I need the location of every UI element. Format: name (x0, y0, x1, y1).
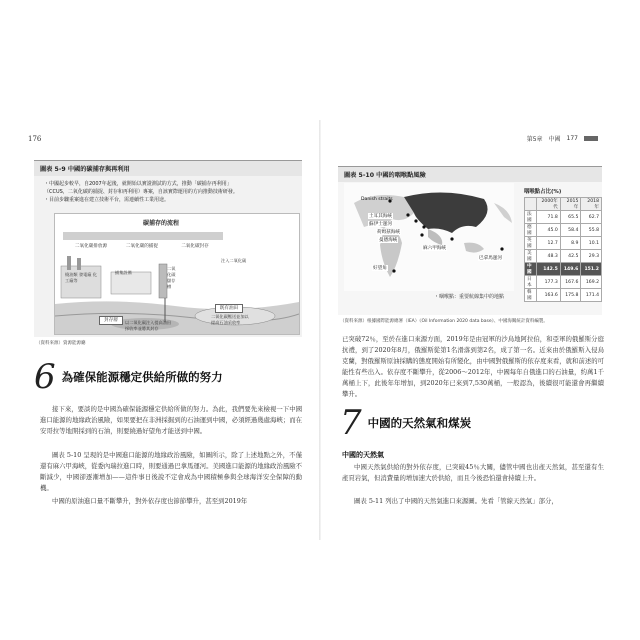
map-label: 巴拿馬運河 (479, 256, 502, 261)
table-header: 2015年 (560, 198, 581, 211)
capture-label: 捕集設備 (115, 270, 132, 275)
table-cell-value: 163.6 (537, 289, 560, 302)
map-label: 荷姆茲海峽 (377, 230, 400, 235)
table-cell-country: 美國 (525, 250, 537, 263)
table-cell-value: 42.5 (560, 250, 581, 263)
table-cell-value: 29.3 (581, 250, 602, 263)
tank-label: 二氧化碳儲存槽 (167, 266, 176, 289)
table-cell-country: 英國 (525, 237, 537, 250)
table-row (525, 263, 602, 276)
body-paragraph: 圖表 5-10 呈現的是中國進口能源的地緣政治風險，如圖所示，除了上述地點之外，不僅還有麻六甲海峽，從委內瑞拉進口時，則要通過巴拿馬運河。美國進口能源的地緣政治風險不斷減少，中國卻逐漸增加——這件事日後說不定會成為中國積極參與全球海洋安全保障的動機。 (40, 451, 303, 492)
map-label: 好望角 (373, 266, 387, 271)
map-label: 蘇伊士運河 (369, 222, 392, 227)
figure-bullet: （CCUS，二氧化碳的捕捉、封存和再利用）專案，自該實際運用的方向推動技術研發。 (44, 189, 238, 195)
table-cell-country: 日本 (525, 276, 537, 289)
table-cell-value: 151.2 (581, 263, 602, 276)
table-cell-country: 德國 (525, 224, 537, 237)
left-page-number: 176 (28, 135, 42, 143)
section-subhead: 中國的天然氣 (342, 451, 384, 459)
note-label: 以二氧化碳注入提高油田 (125, 320, 172, 325)
map-label: 曼德海峽 (379, 238, 398, 243)
table-cell-value: 169.2 (581, 276, 602, 289)
body-paragraph: 中國的原油進口量不斷攀升，對外依存度也節節攀升，甚至到2019年 (52, 497, 248, 505)
chapter-number: 6 (34, 357, 56, 397)
table-cell-value: 48.3 (537, 250, 560, 263)
figure-bullet: ・中國起步較早，自2007年起後，就開始以實證測試的方式，推動「碳捕存再利用」 (44, 181, 232, 187)
map-label: 麻六甲海峽 (423, 246, 446, 251)
table-row (525, 211, 602, 224)
inject-label: 注入二氧化碳 (221, 258, 247, 263)
oilfield-label: 既有油田 (215, 304, 243, 313)
table-row (525, 237, 602, 250)
right-page-number: 177 (566, 135, 578, 142)
figure-heading: 圖表 5-10 中國的咽喉點風險 (338, 167, 602, 182)
chapter-6-heading (34, 357, 223, 397)
header-bar (584, 136, 598, 141)
map-label: 土耳其海峽 (369, 214, 392, 219)
table-cell-value: 45.0 (537, 224, 560, 237)
figure-5-10 (338, 166, 602, 315)
chapter-7-heading (340, 403, 472, 443)
table-header (525, 198, 537, 211)
table-cell-value: 175.8 (560, 289, 581, 302)
eor-label-2: 提高石油采收率 (211, 320, 241, 325)
table-cell-value: 65.5 (560, 211, 581, 224)
figure-5-9 (34, 160, 302, 337)
table-cell-value: 142.5 (537, 263, 560, 276)
table-row (525, 250, 602, 263)
table-cell-value: 171.4 (581, 289, 602, 302)
figure-bullet: ・目前步驟重案進在建立技術平台，需連續性工業用途。 (44, 197, 170, 203)
table-row (525, 289, 602, 302)
table-cell-value: 71.8 (537, 211, 560, 224)
flow-step: 二氧化碳排放源 (74, 244, 108, 249)
chokepoint-table (524, 197, 602, 302)
table-row (525, 224, 602, 237)
table-cell-value: 62.7 (581, 211, 602, 224)
figure-source: （資料來源）資源能源廳 (36, 341, 86, 346)
figure-source: （資料來源）根據國際能源總署（IEA）《Oil Information 2020 data base》、中國海關統計資料編製。 (340, 319, 548, 324)
body-paragraph: 已突破72％，至於在進口來源方面，2019年是由冠軍的沙烏地阿拉伯，和亞軍的俄羅斯分庭抗禮，到了2020年8月，俄羅斯從第1名滑落到第2名，成了第一名。近來由於俄羅斯入侵烏克蘭，對俄羅斯原油採購的態度開始有所變化，由中國對俄羅斯的依存度來看，就和前述的可能性有些出入。依存度不斷攀升，從2006～2012年，中國每年自俄進口的石油量，約萬1千萬桶上下，此後年年增加，到2020年已來到7,530萬桶，一般認為，後續很可能還會再繼續攀升。 (342, 335, 605, 398)
table-cell-country: 韓國 (525, 289, 537, 302)
body-paragraph: 接下來，要談的是中國為確保能源穩定供給所做的努力。為此，我們要先來檢視一下中國進口能源的地緣政治風險，如果要把在非洲採掘到的石油運到中國，必須經過幾處海峽；而在安哥拉等地開採到的石油，則要繞過好望角才能送到中國。 (40, 405, 303, 435)
table-cell-country: 法國 (525, 211, 537, 224)
table-row (525, 276, 602, 289)
flow-step: 二氧化碳的捕捉 (125, 244, 159, 249)
flow-step: 二氧化碳封存 (181, 244, 209, 249)
map-label: Danish straits (361, 197, 393, 202)
body-paragraph: 中國天然氣供給的對外依存度，已突破45％大關，儘管中國也出產天然氣，甚至還有生產頁岩氣，但消費量的增加速大於供給，而且今後恐怕還會持續上升。 (342, 463, 604, 482)
table-cell-value: 55.8 (581, 224, 602, 237)
table-cell-country: 中國 (525, 263, 537, 276)
figure-heading: 圖表 5-9 中國的碳捕存與再利用 (34, 161, 302, 176)
power-label: 燒油類 發電廠 化工廠等 (65, 272, 97, 283)
table-header: 2000年代 (537, 198, 560, 211)
table-cell-value: 8.9 (560, 237, 581, 250)
table-header: 2018年 (581, 198, 602, 211)
table-cell-value: 58.4 (560, 224, 581, 237)
table-cell-value: 149.6 (560, 263, 581, 276)
chapter-number: 7 (340, 403, 362, 443)
body-paragraph: 圖表 5-11 列出了中國的天然氣進口來源圖。先看「管線天然氣」部分， (354, 497, 558, 505)
flow-arrow (63, 232, 223, 240)
store-label: 封存層 (99, 316, 123, 325)
gutter (319, 120, 321, 540)
chapter-title: 為確保能源穩定供給所做的努力 (61, 370, 223, 384)
ccs-diagram (54, 213, 300, 335)
running-header (527, 134, 598, 143)
table-title: 咽喉點占比(%) (524, 189, 562, 195)
note-label-2: 採收率並將其封存 (125, 326, 159, 331)
table-cell-value: 10.1 (581, 237, 602, 250)
table-cell-value: 177.3 (537, 276, 560, 289)
chapter-label: 第5章 中國 (526, 136, 561, 143)
map-note: ・咽喉點：重要航線集中的地點 (434, 294, 505, 300)
chapter-title: 中國的天然氣和煤炭 (367, 416, 472, 430)
table-cell-value: 12.7 (537, 237, 560, 250)
flow-title: 碳捕存的流程 (143, 220, 180, 227)
eor-label: 二氧化碳壓送並加以 (211, 314, 249, 319)
table-header-row (525, 198, 602, 211)
table-cell-value: 167.6 (560, 276, 581, 289)
